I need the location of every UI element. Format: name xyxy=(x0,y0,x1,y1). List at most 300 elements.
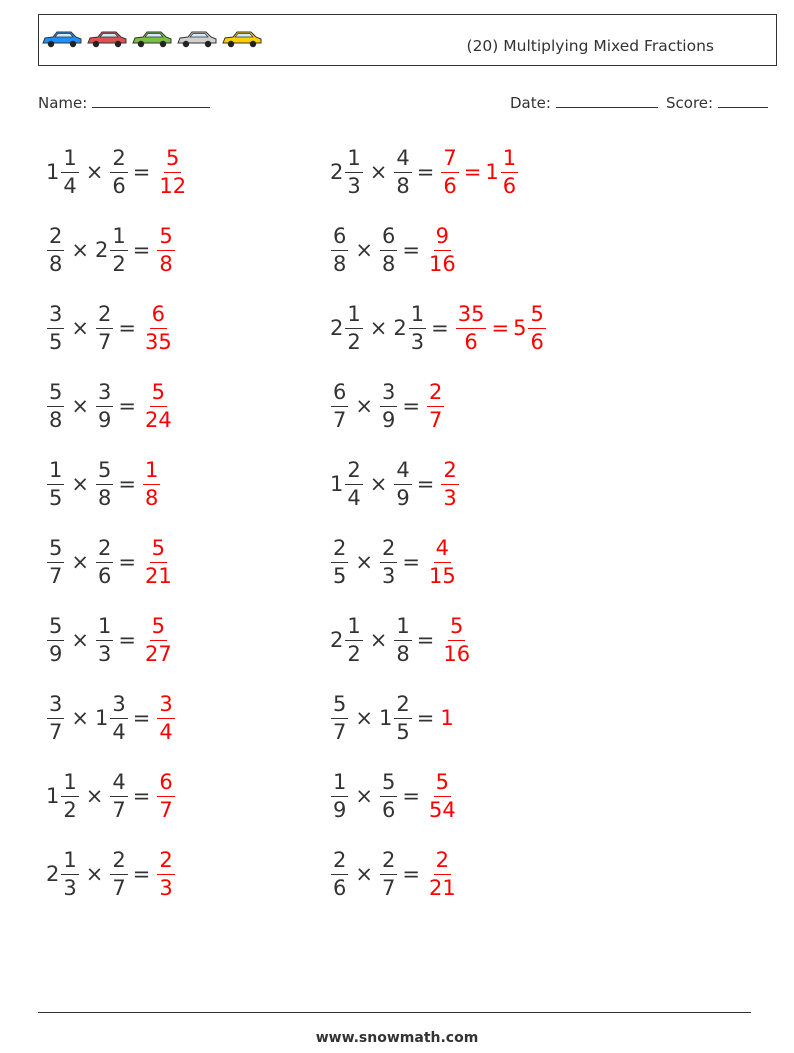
numerator: 6 xyxy=(331,382,348,407)
operand-b xyxy=(379,769,398,822)
whole-number: 2 xyxy=(330,628,344,652)
fraction xyxy=(427,223,458,276)
denominator: 5 xyxy=(333,563,347,588)
numerator: 5 xyxy=(150,616,167,641)
times-sign: × xyxy=(71,472,89,496)
denominator: 9 xyxy=(396,485,410,510)
numerator: 2 xyxy=(427,382,444,407)
answer-fraction xyxy=(426,379,445,432)
denominator: 2 xyxy=(347,329,361,354)
denominator: 8 xyxy=(49,407,63,432)
equals-sign: = xyxy=(416,628,435,652)
fraction xyxy=(331,223,348,276)
numerator: 2 xyxy=(441,460,458,485)
times-sign: × xyxy=(369,160,388,184)
numerator: 1 xyxy=(96,616,113,641)
operand-b xyxy=(109,769,128,822)
answer xyxy=(156,847,175,900)
equals-sign: = xyxy=(416,706,435,730)
times-sign: × xyxy=(355,784,373,808)
fraction xyxy=(47,535,64,588)
denominator: 6 xyxy=(381,797,396,822)
fraction xyxy=(157,223,174,276)
numerator: 6 xyxy=(331,226,348,251)
denominator: 8 xyxy=(333,251,347,276)
operand-a xyxy=(46,613,65,666)
equals-sign: = xyxy=(132,160,151,184)
whole-number: 1 xyxy=(94,706,109,730)
problem-item xyxy=(330,219,459,281)
fraction xyxy=(441,613,472,666)
fraction xyxy=(157,145,188,198)
numerator: 1 xyxy=(61,772,78,797)
numerator: 2 xyxy=(96,538,113,563)
operand-a xyxy=(330,535,349,588)
numerator: 2 xyxy=(157,850,174,875)
fraction xyxy=(143,535,174,588)
numerator: 4 xyxy=(434,538,451,563)
problem-item xyxy=(330,453,460,515)
numerator: 3 xyxy=(47,694,64,719)
answer xyxy=(142,613,175,666)
operand-a xyxy=(46,769,80,822)
problem-item xyxy=(46,297,175,359)
denominator: 4 xyxy=(112,719,126,744)
problem-item xyxy=(330,765,459,827)
denominator: 7 xyxy=(333,407,347,432)
answer-fraction xyxy=(426,769,459,822)
numerator: 5 xyxy=(164,148,181,173)
denominator: 3 xyxy=(410,329,425,354)
denominator: 24 xyxy=(144,407,172,432)
fraction xyxy=(143,301,174,354)
fraction xyxy=(380,847,397,900)
problem-item xyxy=(46,765,176,827)
times-sign: × xyxy=(355,862,373,886)
denominator: 8 xyxy=(381,251,396,276)
numerator: 4 xyxy=(394,460,411,485)
numerator: 2 xyxy=(96,304,113,329)
times-sign: × xyxy=(71,394,89,418)
problem-item xyxy=(330,375,445,437)
operand-b xyxy=(379,379,398,432)
numerator: 5 xyxy=(47,538,64,563)
numerator: 2 xyxy=(394,694,411,719)
fraction xyxy=(47,691,64,744)
whole-number: 1 xyxy=(330,472,344,496)
problem-item xyxy=(330,141,519,203)
header-box xyxy=(38,14,777,66)
fraction xyxy=(441,145,458,198)
times-sign: × xyxy=(71,550,89,574)
fraction xyxy=(427,379,444,432)
whole-number: 2 xyxy=(330,160,344,184)
numerator: 1 xyxy=(61,148,78,173)
fraction xyxy=(96,535,113,588)
numerator: 3 xyxy=(47,304,64,329)
problem-item xyxy=(330,687,454,749)
problem-item xyxy=(46,141,189,203)
fraction xyxy=(331,535,348,588)
fraction xyxy=(143,613,174,666)
whole-number: 2 xyxy=(330,316,344,340)
fraction xyxy=(47,301,64,354)
operand-b xyxy=(393,613,412,666)
numerator: 1 xyxy=(143,460,160,485)
denominator: 8 xyxy=(144,485,159,510)
whole-number: 2 xyxy=(94,238,109,262)
problem-item xyxy=(46,453,161,515)
operand-b xyxy=(393,457,412,510)
equals-sign: = xyxy=(402,784,420,808)
car-icon xyxy=(41,29,83,49)
numerator: 1 xyxy=(110,226,127,251)
times-sign: × xyxy=(369,628,388,652)
problem-item xyxy=(46,609,175,671)
denominator: 54 xyxy=(428,797,456,822)
equals-sign: = xyxy=(402,394,420,418)
operand-b xyxy=(379,223,398,276)
answer-fraction xyxy=(142,535,175,588)
operand-b xyxy=(95,301,114,354)
denominator: 2 xyxy=(112,251,126,276)
answer xyxy=(426,769,459,822)
whole-number: 2 xyxy=(393,316,407,340)
answer xyxy=(156,691,175,744)
whole-number: 1 xyxy=(485,160,499,184)
numerator: 1 xyxy=(345,304,362,329)
numerator: 3 xyxy=(96,382,113,407)
denominator: 3 xyxy=(63,875,77,900)
fraction xyxy=(394,145,411,198)
operand-b xyxy=(94,223,129,276)
times-sign: × xyxy=(71,238,89,262)
operand-a xyxy=(330,379,349,432)
answer xyxy=(426,379,445,432)
operand-a xyxy=(330,613,364,666)
denominator: 7 xyxy=(381,875,396,900)
numerator: 5 xyxy=(434,772,451,797)
fraction xyxy=(143,457,160,510)
denominator: 8 xyxy=(159,251,173,276)
fraction xyxy=(427,847,458,900)
equals-sign: = xyxy=(402,238,420,262)
fraction xyxy=(96,457,113,510)
equals-sign: = xyxy=(416,472,435,496)
times-sign: × xyxy=(85,160,104,184)
car-icon xyxy=(86,29,128,49)
score-blank xyxy=(718,93,768,108)
numerator: 2 xyxy=(331,538,348,563)
answer xyxy=(426,847,459,900)
numerator: 5 xyxy=(448,616,465,641)
answer-mixed xyxy=(485,145,519,198)
operand-b xyxy=(379,535,398,588)
denominator: 6 xyxy=(112,173,126,198)
answer xyxy=(426,535,459,588)
operand-a xyxy=(330,145,364,198)
whole-number: 1 xyxy=(378,706,393,730)
answer xyxy=(426,223,459,276)
denominator: 7 xyxy=(333,719,347,744)
fraction xyxy=(96,301,113,354)
numerator: 2 xyxy=(110,850,127,875)
denominator: 9 xyxy=(49,641,63,666)
denominator: 7 xyxy=(428,407,443,432)
answer-fraction xyxy=(156,847,175,900)
operand-a xyxy=(46,847,80,900)
numerator: 1 xyxy=(501,148,518,173)
equals-sign: = xyxy=(491,316,510,340)
answer-fraction xyxy=(142,457,161,510)
numerator: 5 xyxy=(150,538,167,563)
answer xyxy=(455,301,547,354)
fraction xyxy=(345,301,362,354)
operand-b xyxy=(109,847,128,900)
answer xyxy=(440,145,519,198)
footer-divider xyxy=(38,1012,751,1013)
denominator: 8 xyxy=(396,641,410,666)
answer-fraction xyxy=(156,145,189,198)
operand-b xyxy=(95,613,114,666)
numerator: 1 xyxy=(61,850,78,875)
fraction xyxy=(427,769,458,822)
numerator: 2 xyxy=(47,226,64,251)
operand-b xyxy=(95,535,114,588)
denominator: 2 xyxy=(347,641,361,666)
name-label: Name: xyxy=(38,94,88,112)
fraction xyxy=(345,145,362,198)
operand-a xyxy=(46,535,65,588)
fraction xyxy=(96,613,113,666)
operand-a xyxy=(330,223,349,276)
equals-sign: = xyxy=(118,394,136,418)
footer-url: www.snowmath.com xyxy=(315,1030,479,1046)
equals-sign: = xyxy=(118,316,136,340)
denominator: 21 xyxy=(144,563,172,588)
equals-sign: = xyxy=(118,472,136,496)
operand-a xyxy=(330,769,349,822)
fraction xyxy=(380,535,397,588)
denominator: 6 xyxy=(443,173,457,198)
date-label: Date: xyxy=(510,94,551,112)
denominator: 2 xyxy=(63,797,77,822)
numerator: 9 xyxy=(434,226,451,251)
denominator: 3 xyxy=(347,173,361,198)
operand-a xyxy=(330,847,349,900)
denominator: 27 xyxy=(144,641,172,666)
answer xyxy=(440,457,459,510)
fraction xyxy=(96,379,113,432)
fraction xyxy=(47,223,64,276)
fraction xyxy=(409,301,426,354)
equals-sign: = xyxy=(402,550,420,574)
whole-number: 1 xyxy=(46,784,60,808)
fraction xyxy=(143,379,174,432)
fraction xyxy=(501,145,518,198)
car-icon xyxy=(221,29,263,49)
equals-sign: = xyxy=(402,862,420,886)
problem-item xyxy=(330,609,473,671)
date-blank xyxy=(556,93,658,108)
fraction xyxy=(380,379,397,432)
answer xyxy=(156,223,175,276)
fraction xyxy=(331,691,348,744)
fraction xyxy=(380,769,397,822)
score-label: Score: xyxy=(666,94,714,112)
times-sign: × xyxy=(71,628,89,652)
car-icon xyxy=(176,29,218,49)
numerator: 1 xyxy=(394,616,411,641)
denominator: 15 xyxy=(428,563,456,588)
times-sign: × xyxy=(355,706,373,730)
numerator: 3 xyxy=(380,382,397,407)
numerator: 3 xyxy=(157,694,174,719)
name-field xyxy=(38,93,210,112)
times-sign: × xyxy=(71,706,89,730)
denominator: 3 xyxy=(381,563,396,588)
numerator: 3 xyxy=(110,694,127,719)
operand-a xyxy=(46,379,65,432)
equals-sign: = xyxy=(132,862,151,886)
equals-sign: = xyxy=(132,238,151,262)
numerator: 5 xyxy=(47,382,64,407)
denominator: 4 xyxy=(159,719,173,744)
fraction xyxy=(331,769,348,822)
denominator: 8 xyxy=(396,173,410,198)
fraction xyxy=(47,379,64,432)
denominator: 3 xyxy=(97,641,112,666)
numerator: 5 xyxy=(96,460,113,485)
numerator: 1 xyxy=(331,772,348,797)
operand-b xyxy=(378,691,413,744)
fraction xyxy=(394,457,411,510)
equals-sign: = xyxy=(416,160,435,184)
numerator: 7 xyxy=(441,148,458,173)
problem-item xyxy=(330,297,547,359)
equals-sign: = xyxy=(431,316,449,340)
car-icons xyxy=(41,29,263,49)
operand-b xyxy=(94,691,129,744)
car-icon xyxy=(131,29,173,49)
times-sign: × xyxy=(355,550,373,574)
answer xyxy=(156,769,175,822)
operand-b xyxy=(379,847,398,900)
denominator: 3 xyxy=(443,485,457,510)
problem-item xyxy=(46,219,176,281)
times-sign: × xyxy=(369,472,388,496)
times-sign: × xyxy=(85,862,104,886)
operand-b xyxy=(393,145,412,198)
numerator: 6 xyxy=(150,304,167,329)
denominator: 35 xyxy=(144,329,172,354)
equals-sign: = xyxy=(132,706,151,730)
fraction xyxy=(345,613,362,666)
fraction xyxy=(110,691,127,744)
numerator: 2 xyxy=(380,850,397,875)
denominator: 5 xyxy=(49,485,63,510)
equals-sign: = xyxy=(132,784,151,808)
denominator: 6 xyxy=(530,329,544,354)
fraction xyxy=(110,769,127,822)
page-title: (20) Multiplying Mixed Fractions xyxy=(466,37,714,55)
fraction xyxy=(331,379,348,432)
fraction xyxy=(157,769,174,822)
denominator: 21 xyxy=(428,875,456,900)
fraction xyxy=(47,613,64,666)
answer-fraction xyxy=(440,145,459,198)
score-field xyxy=(666,93,768,112)
operand-b xyxy=(393,301,427,354)
problem-item xyxy=(46,531,175,593)
numerator: 1 xyxy=(47,460,64,485)
fraction xyxy=(157,691,174,744)
denominator: 8 xyxy=(97,485,112,510)
answer-fraction xyxy=(156,769,175,822)
numerator: 1 xyxy=(409,304,426,329)
times-sign: × xyxy=(369,316,388,340)
fraction xyxy=(61,769,78,822)
numerator: 4 xyxy=(110,772,127,797)
denominator: 7 xyxy=(159,797,173,822)
denominator: 8 xyxy=(49,251,63,276)
denominator: 6 xyxy=(333,875,347,900)
problem-item xyxy=(46,375,175,437)
operand-a xyxy=(46,223,65,276)
name-blank xyxy=(92,93,210,108)
answer-mixed xyxy=(513,301,547,354)
fraction xyxy=(380,223,397,276)
denominator: 6 xyxy=(464,329,478,354)
denominator: 16 xyxy=(443,641,471,666)
numerator: 6 xyxy=(380,226,397,251)
problem-item xyxy=(330,531,459,593)
numerator: 2 xyxy=(345,460,362,485)
answer xyxy=(440,613,473,666)
operand-a xyxy=(46,301,65,354)
problem-item xyxy=(46,843,176,905)
fraction xyxy=(110,223,127,276)
answer-fraction xyxy=(156,691,175,744)
denominator: 12 xyxy=(159,173,187,198)
problem-item xyxy=(46,687,176,749)
operand-b xyxy=(95,379,114,432)
answer xyxy=(156,145,189,198)
answer-fraction xyxy=(426,223,459,276)
whole-number: 2 xyxy=(46,862,60,886)
fraction xyxy=(394,691,411,744)
operand-b xyxy=(109,145,128,198)
answer xyxy=(142,301,175,354)
denominator: 16 xyxy=(428,251,456,276)
answer xyxy=(142,535,175,588)
fraction xyxy=(157,847,174,900)
fraction xyxy=(61,145,78,198)
answer-fraction xyxy=(426,535,459,588)
answer-fraction xyxy=(455,301,488,354)
fraction xyxy=(456,301,487,354)
answer xyxy=(142,379,175,432)
fraction xyxy=(61,847,78,900)
numerator: 5 xyxy=(150,382,167,407)
problem-item xyxy=(330,843,459,905)
denominator: 7 xyxy=(49,563,63,588)
denominator: 9 xyxy=(381,407,396,432)
fraction xyxy=(331,847,348,900)
equals-sign: = xyxy=(118,550,136,574)
denominator: 5 xyxy=(49,329,63,354)
operand-a xyxy=(46,145,80,198)
